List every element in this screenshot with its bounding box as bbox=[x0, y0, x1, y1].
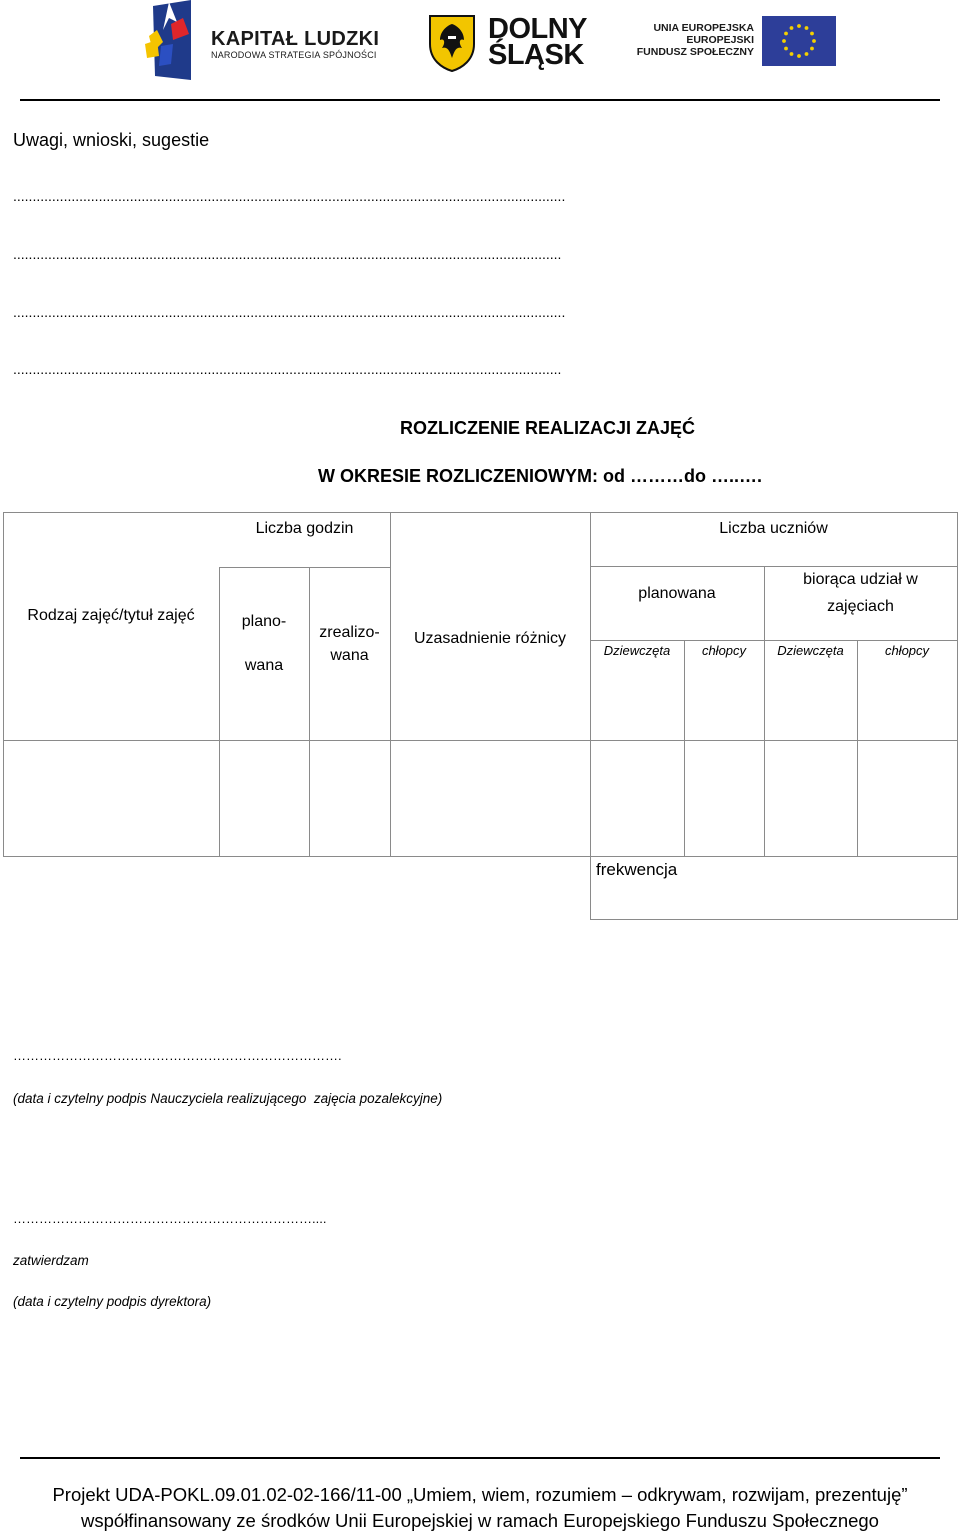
remarks-line-3[interactable]: .............................................................................................................................................. bbox=[13, 304, 566, 320]
eu-star-icon bbox=[805, 52, 809, 56]
eu-star-icon bbox=[797, 24, 801, 28]
remarks-label: Uwagi, wnioski, sugestie bbox=[13, 130, 210, 150]
cell-boys-planned[interactable] bbox=[685, 741, 764, 856]
kapital-ludzki-logo bbox=[143, 0, 388, 80]
boys-participating-header: chłopcy bbox=[884, 643, 930, 658]
eu-line1: UNIA EUROPEJSKA bbox=[653, 22, 754, 34]
participating-header-2: zajęciach bbox=[827, 598, 894, 615]
cell-planned-hours[interactable] bbox=[220, 741, 309, 856]
eu-star-icon bbox=[810, 47, 814, 51]
kapital-ludzki-emblem-icon bbox=[143, 0, 195, 80]
eu-star-icon bbox=[784, 47, 788, 51]
eu-star-icon bbox=[812, 39, 816, 43]
footer-divider bbox=[20, 1457, 940, 1459]
dolny-slask-line2: ŚLĄSK bbox=[488, 39, 584, 71]
girls-participating-header: Dziewczęta bbox=[777, 643, 844, 658]
approve-label: zatwierdzam bbox=[13, 1253, 89, 1268]
planned-students-header: planowana bbox=[638, 585, 716, 602]
girls-planned-header: Dziewczęta bbox=[603, 643, 671, 658]
eu-line2: EUROPEJSKI bbox=[686, 34, 754, 46]
page-title: ROZLICZENIE REALIZACJI ZAJĘĆ bbox=[400, 418, 696, 438]
justification-header: Uzasadnienie różnicy bbox=[413, 630, 567, 647]
kapital-ludzki-title: KAPITAŁ LUDZKI bbox=[211, 28, 380, 50]
footer-project-line: Projekt UDA-POKL.09.01.02-02-166/11-00 „Umiem, wiem, rozumiem – odkrywam, rozwijam, prezentuję” bbox=[52, 1484, 908, 1505]
kapital-ludzki-subtitle: NARODOWA STRATEGIA SPÓJNOŚCI bbox=[211, 50, 377, 60]
eu-logo bbox=[636, 14, 838, 68]
teacher-signature-line[interactable]: …………………………………………………………………. bbox=[13, 1048, 342, 1063]
type-header: Rodzaj zajęć/tytuł zajęć bbox=[27, 607, 195, 624]
eu-star-icon bbox=[784, 32, 788, 36]
attendance-label: frekwencja bbox=[596, 860, 678, 879]
remarks-line-2[interactable]: ............................................................................................................................................. bbox=[13, 246, 562, 262]
cell-girls-planned[interactable] bbox=[591, 741, 684, 856]
dolny-slask-logo bbox=[428, 14, 603, 74]
period-title: W OKRESIE ROZLICZENIOWYM: od ………do …..…. bbox=[318, 466, 762, 486]
realized-hours-header-2: wana bbox=[330, 647, 369, 664]
cell-justification[interactable] bbox=[391, 741, 590, 856]
director-signature-line[interactable]: …………………………………………………………….... bbox=[13, 1211, 327, 1226]
eu-star-icon bbox=[782, 39, 786, 43]
remarks-line-4[interactable]: ............................................................................................................................................. bbox=[13, 361, 562, 377]
planned-hours-header-1: plano- bbox=[241, 613, 287, 630]
director-signature-caption: (data i czytelny podpis dyrektora) bbox=[13, 1294, 212, 1309]
realized-hours-header-1: zrealizo- bbox=[319, 624, 380, 641]
cell-type[interactable] bbox=[4, 741, 219, 856]
eu-flag-icon bbox=[762, 16, 836, 66]
eu-star-icon bbox=[790, 26, 794, 30]
remarks-line-1[interactable]: .............................................................................................................................................. bbox=[13, 188, 566, 204]
coat-of-arms-icon bbox=[428, 14, 476, 72]
dolny-slask-line1: DOLNY bbox=[488, 13, 587, 45]
hours-header: Liczba godzin bbox=[255, 520, 354, 537]
teacher-signature-caption: (data i czytelny podpis Nauczyciela realizującego zajęcia pozalekcyjne) bbox=[13, 1091, 443, 1106]
eu-star-icon bbox=[790, 52, 794, 56]
eu-star-icon bbox=[797, 54, 801, 58]
eu-line3: FUNDUSZ SPOŁECZNY bbox=[636, 46, 754, 58]
boys-planned-header: chłopcy bbox=[701, 643, 747, 658]
footer-funding-line: współfinansowany ze środków Unii Europejskiej w ramach Europejskiego Funduszu Społecznego bbox=[81, 1510, 879, 1531]
cell-girls-participating[interactable] bbox=[765, 741, 857, 856]
cell-realized-hours[interactable] bbox=[310, 741, 390, 856]
eu-star-icon bbox=[805, 26, 809, 30]
planned-hours-header-2: wana bbox=[244, 657, 284, 674]
eu-star-icon bbox=[810, 32, 814, 36]
cell-boys-participating[interactable] bbox=[858, 741, 957, 856]
header-divider bbox=[20, 99, 940, 101]
students-header: Liczba uczniów bbox=[719, 520, 828, 537]
participating-header-1: biorąca udział w bbox=[803, 571, 918, 588]
